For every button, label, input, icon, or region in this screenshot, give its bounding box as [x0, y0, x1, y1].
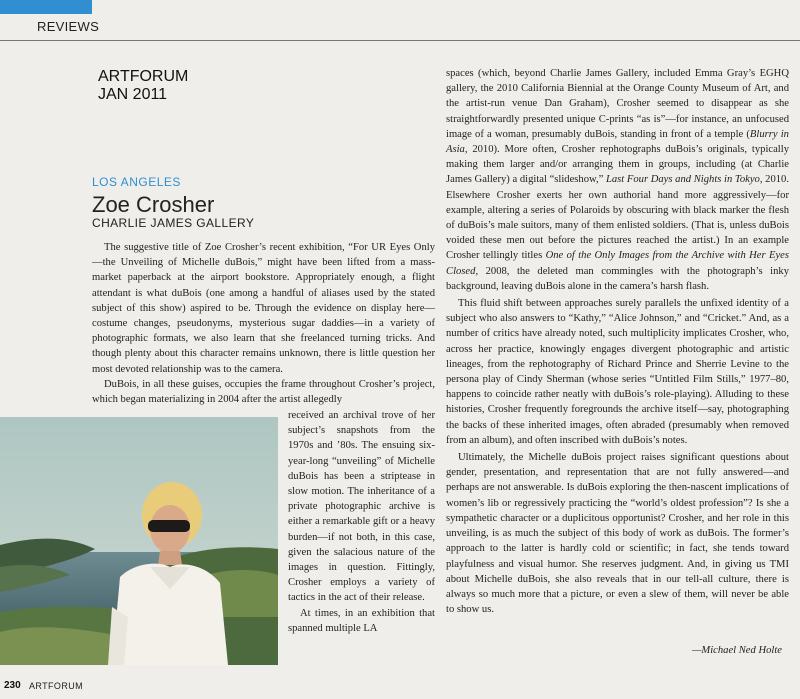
issue-stamp	[98, 68, 188, 104]
paragraph: The suggestive title of Zoe Crosher’s recent exhibition, “For UR Eyes Only—the Unveiling of Michelle duBois,” might have been lifted from a mass-market paperback at the airport bookstore. Appropriately enough, a flight attendant is what duBois (one among a handful of aliases used by the stated subject of this show) aspired to be. Through the evidence on display here—costume changes, pseudonyms, mysterious sugar daddies—in a variety of photographic formats, we also learn that she freelanced turning tricks. And though plenty about this character remains unknown, there is little question her most devoted relationship was to the camera.	[92, 242, 435, 375]
author-signature: —Michael Ned Holte	[691, 645, 782, 656]
paragraph: Ultimately, the Michelle duBois project raises significant questions about gender, presentation, and representation that are not fully answered—and perhaps are not answerable. Is duBois exploring the then-nascent implications of women’s lib or regressively practicing the “world’s oldest profession”? Is she a sympathetic character or a duplicitous opportunist? Crosher, and her role in this unveiling, is as much the subject of this body of work as duBois. The former’s approach to the latter is hardly cold or scientific; in fact, she tends toward playfulness and visual humor. She reserves judgment. And, in giving us TMI about Michelle duBois, she also reveals that in our tell-all culture, there is always so much more that a picture, or even a slew of them, will never be able to show us.	[446, 452, 789, 616]
stamp-date: JAN 2011	[98, 86, 168, 103]
paragraph-text: , 2008, the deleted man commingles with the photograph’s inky background, leaving duBois alone in the camera’s harsh flash.	[446, 265, 789, 292]
paragraph: received an archival trove of her subject’s snapshots from the 1970s and ’80s. The ensuing six-year-long “unveiling” of Michelle duBois has been a striptease in slow motion. The inheritance of a private photographic archive is either a remarkable gift or a heavy burden—if not both, in this case, given the salacious nature of the images in question. Fittingly, Crosher employs a variety of tactics in the act of their release.	[288, 410, 435, 604]
section-label: REVIEWS	[37, 19, 100, 34]
review-gallery: CHARLIE JAMES GALLERY	[92, 216, 255, 230]
body-column-1-wrap	[288, 408, 435, 636]
paragraph: DuBois, in all these guises, occupies the frame throughout Crosher’s project, which began materializing in 2004 after the artist allegedly	[92, 378, 435, 406]
review-artist: Zoe Crosher	[92, 192, 215, 217]
header-rule	[0, 40, 800, 41]
artwork-title: Blurry in Asia	[446, 128, 789, 156]
section-color-bar	[0, 0, 92, 14]
review-location: LOS ANGELES	[92, 175, 181, 189]
artwork-title: One of the Only Images from the Archive with Her Eyes Closed	[446, 250, 789, 277]
paragraph-text: spaces (which, beyond Charlie James Gallery, included Emma Gray’s EGHQ gallery, the 2010 California Biennial at the Orange County Museum of Art, and the artist-run venue Dan Graham), Crosher seemed to disappear as she straightforwardly presented unique C-prints “as is”—for instance, an unfocused image of a woman, presumably duBois, standing in front of a temple (	[446, 68, 789, 140]
paragraph-text: , 2010. Elsewhere Crosher exerts her own authorial hand more aggressively—for example, altering a series of Polaroids by obscuring with black marker the flesh of duBois’s male suitors, many of them enlisted soldiers. (That is, unless duBois voided these men out before the pictures reached the artist.) In an example Crosher tellingly titles	[446, 174, 789, 262]
body-column-1	[92, 240, 435, 407]
footer-magazine: ARTFORUM	[29, 681, 84, 691]
photo-illustration	[0, 417, 278, 665]
artwork-photo	[0, 417, 278, 665]
paragraph: At times, in an exhibition that spanned multiple LA	[288, 607, 435, 634]
artwork-title: Last Four Days and Nights in Tokyo	[605, 174, 760, 186]
paragraph-text: , 2010). More often, Crosher rephotographs duBois’s originals, typically making them larger and/or arranging them in groups, including (at Charlie James Gallery) a digital “slideshow,”	[446, 144, 789, 186]
stamp-magazine: ARTFORUM	[98, 68, 189, 85]
page-number: 230	[4, 680, 21, 691]
paragraph: This fluid shift between approaches surely parallels the unfixed identity of a subject who also answers to “Kathy,” “Alice Johnson,” and “Cricket.” And, as a number of critics have already noted, such multiplicity implicates Crosher, who, across her practice, knowingly engages divergent photographic and artistic lineages, from the rephotography of Richard Prince and Sherrie Levine to the persona play of Cindy Sherman (whose series “Untitled Film Stills,” 1977–80, happens to coincide rather neatly with duBois’s role-playing). Alluding to these histories, Crosher frequently foregrounds the archive itself—say, photographing the backs of these inherited images, often abraded (presumably when removed from an album), and often inscribed with duBois’s notes.	[446, 298, 789, 446]
paragraph	[446, 66, 789, 294]
body-column-2	[446, 66, 789, 617]
